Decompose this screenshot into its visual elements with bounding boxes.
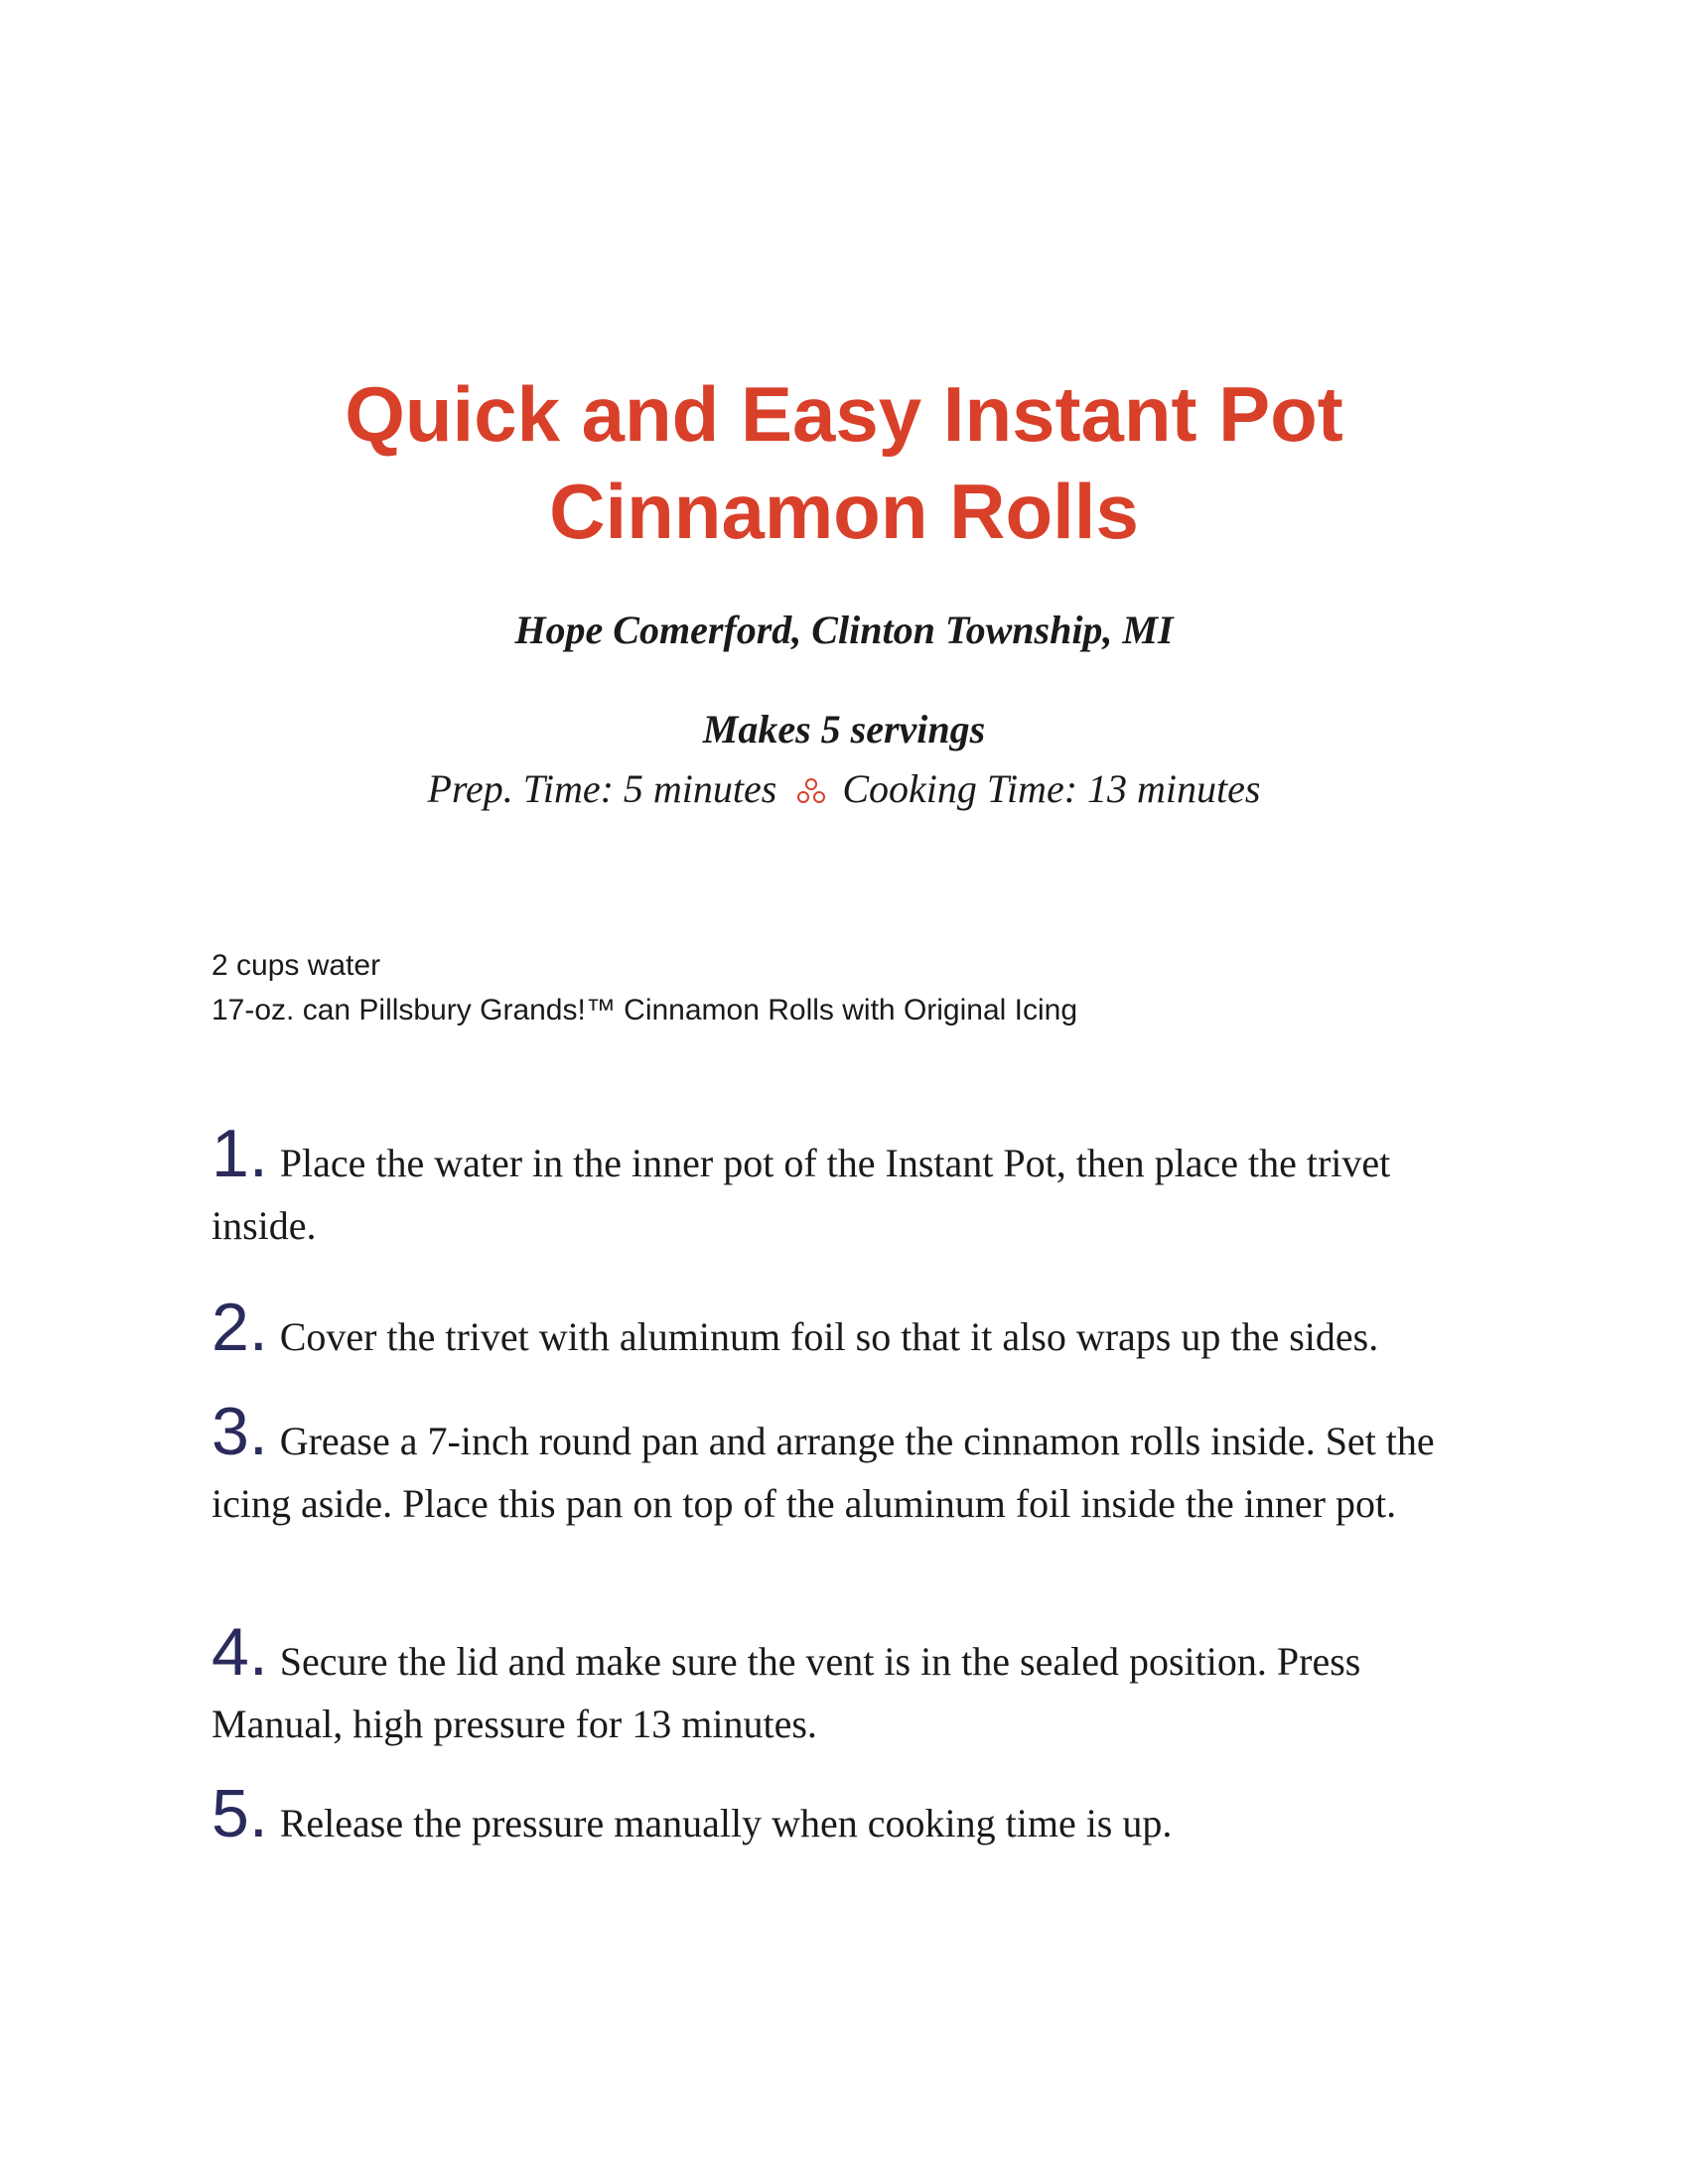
ingredient-item: 2 cups water xyxy=(211,949,381,982)
step-2 xyxy=(211,1290,1453,1368)
step-5 xyxy=(211,1776,1453,1854)
prep-time: Prep. Time: 5 minutes xyxy=(427,766,777,811)
recipe-title-line-2: Cinnamon Rolls xyxy=(549,468,1139,555)
step-text: Grease a 7-inch round pan and arrange the cinnamon rolls inside. Set the icing aside. Place this pan on top of the aluminum foil inside the inner pot. xyxy=(211,1419,1435,1526)
step-text: Cover the trivet with aluminum foil so that it also wraps up the sides. xyxy=(279,1314,1379,1359)
step-1 xyxy=(211,1116,1453,1257)
recipe-title-line-1: Quick and Easy Instant Pot xyxy=(345,370,1343,458)
step-4 xyxy=(211,1614,1453,1755)
ingredient-item: 17-oz. can Pillsbury Grands!™ Cinnamon Rolls with Original Icing xyxy=(211,994,1078,1026)
cooking-time: Cooking Time: 13 minutes xyxy=(842,766,1261,811)
step-number: 4. xyxy=(211,1614,268,1690)
ingredient-list xyxy=(211,943,1502,1032)
step-text: Release the pressure manually when cooking time is up. xyxy=(279,1801,1173,1845)
step-text: Secure the lid and make sure the vent is in the sealed position. Press Manual, high pressure for 13 minutes. xyxy=(211,1639,1361,1746)
step-3 xyxy=(211,1394,1453,1535)
step-number: 3. xyxy=(211,1394,268,1469)
trefoil-ornament-icon xyxy=(794,776,828,806)
recipe-times xyxy=(0,764,1688,814)
recipe-title xyxy=(0,365,1688,560)
step-text: Place the water in the inner pot of the Instant Pot, then place the trivet inside. xyxy=(211,1141,1391,1248)
recipe-author: Hope Comerford, Clinton Township, MI xyxy=(514,608,1174,652)
recipe-servings: Makes 5 servings xyxy=(702,707,986,751)
step-number: 2. xyxy=(211,1290,268,1365)
step-number: 5. xyxy=(211,1776,268,1851)
step-number: 1. xyxy=(211,1116,268,1191)
